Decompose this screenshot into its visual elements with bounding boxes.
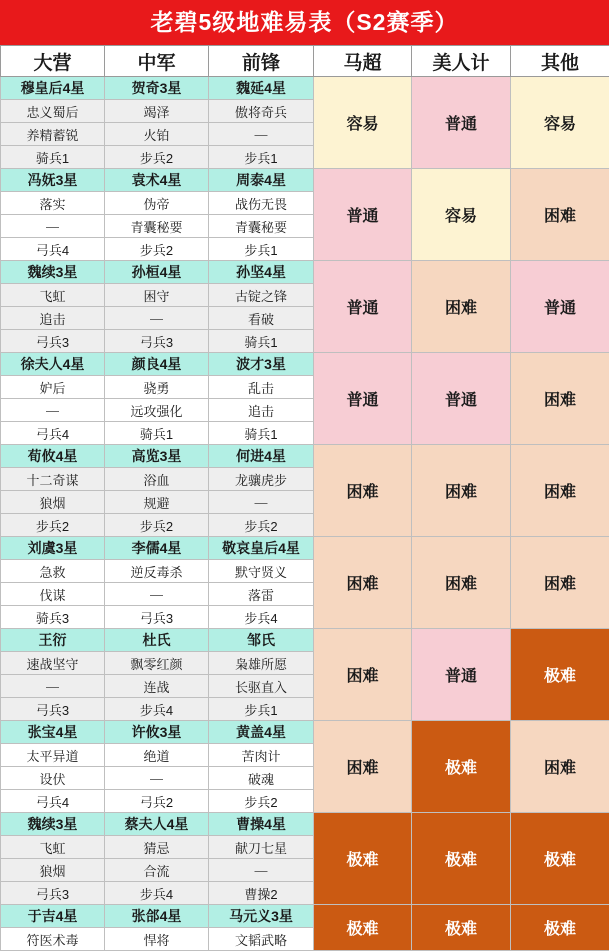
lineup-name: 魏续3星	[1, 813, 105, 836]
rating-other: 极难	[511, 813, 609, 905]
rating-machao: 普通	[314, 353, 412, 445]
lineup-troop: 弓兵3	[1, 698, 105, 721]
lineup-skill: 古锭之锋	[209, 284, 314, 307]
lineup-skill: 伪帝	[105, 192, 209, 215]
lineup-name: 魏延4星	[209, 77, 314, 100]
column-header-zhongjun: 中军	[105, 46, 209, 77]
rating-machao: 极难	[314, 905, 412, 951]
lineup-name: 袁术4星	[105, 169, 209, 192]
rating-meirenji: 困难	[412, 445, 511, 537]
lineup-name: 孙桓4星	[105, 261, 209, 284]
lineup-skill: 飞虹	[1, 836, 105, 859]
lineup-troop: 步兵1	[209, 146, 314, 169]
lineup-skill: 文韬武略	[209, 928, 314, 951]
table-body	[1, 77, 609, 951]
lineup-skill: 连战	[105, 675, 209, 698]
lineup-skill: 妒后	[1, 376, 105, 399]
lineup-skill: 青囊秘要	[105, 215, 209, 238]
table-row	[1, 169, 609, 192]
lineup-name: 张宝4星	[1, 721, 105, 744]
lineup-name: 刘虞3星	[1, 537, 105, 560]
lineup-skill: —	[209, 123, 314, 146]
lineup-skill: 飘零红颜	[105, 652, 209, 675]
lineup-skill: 逆反毒杀	[105, 560, 209, 583]
rating-other: 普通	[511, 261, 609, 353]
lineup-troop: 骑兵1	[105, 422, 209, 445]
lineup-troop: 弓兵2	[105, 790, 209, 813]
table-row	[1, 537, 609, 560]
lineup-troop: 骑兵1	[209, 330, 314, 353]
lineup-troop: 骑兵1	[209, 422, 314, 445]
lineup-troop: 骑兵3	[1, 606, 105, 629]
rating-machao: 困难	[314, 721, 412, 813]
rating-machao: 困难	[314, 445, 412, 537]
lineup-skill: —	[105, 307, 209, 330]
lineup-troop: 步兵2	[209, 790, 314, 813]
lineup-troop: 弓兵3	[1, 882, 105, 905]
table-row	[1, 353, 609, 376]
lineup-skill: 长驱直入	[209, 675, 314, 698]
lineup-troop: 曹操2	[209, 882, 314, 905]
page-title: 老碧5级地难易表（S2赛季）	[0, 0, 609, 45]
lineup-skill: 设伏	[1, 767, 105, 790]
rating-machao: 容易	[314, 77, 412, 169]
lineup-name: 杜氏	[105, 629, 209, 652]
rating-other: 困难	[511, 721, 609, 813]
lineup-name: 蔡夫人4星	[105, 813, 209, 836]
table-row	[1, 905, 609, 928]
lineup-skill: 悍将	[105, 928, 209, 951]
lineup-name: 王衍	[1, 629, 105, 652]
rating-other: 困难	[511, 537, 609, 629]
lineup-skill: —	[209, 491, 314, 514]
lineup-skill: 火铂	[105, 123, 209, 146]
lineup-skill: 符医术毒	[1, 928, 105, 951]
lineup-troop: 步兵2	[105, 146, 209, 169]
lineup-name: 周泰4星	[209, 169, 314, 192]
lineup-name: 贺奇3星	[105, 77, 209, 100]
lineup-skill: 献刀七星	[209, 836, 314, 859]
lineup-troop: 步兵2	[209, 514, 314, 537]
lineup-name: 许攸3星	[105, 721, 209, 744]
rating-machao: 极难	[314, 813, 412, 905]
rating-machao: 普通	[314, 169, 412, 261]
lineup-name: 颜良4星	[105, 353, 209, 376]
lineup-skill: 苦肉计	[209, 744, 314, 767]
table-row	[1, 77, 609, 100]
lineup-skill: 忠义蜀后	[1, 100, 105, 123]
lineup-skill: 追击	[209, 399, 314, 422]
lineup-skill: 养精蓄锐	[1, 123, 105, 146]
lineup-name: 马元义3星	[209, 905, 314, 928]
lineup-skill: 远攻强化	[105, 399, 209, 422]
lineup-skill: 青囊秘要	[209, 215, 314, 238]
rating-machao: 困难	[314, 629, 412, 721]
lineup-troop: 步兵2	[105, 238, 209, 261]
lineup-name: 邹氏	[209, 629, 314, 652]
lineup-table	[0, 45, 609, 951]
lineup-name: 何进4星	[209, 445, 314, 468]
lineup-troop: 弓兵3	[105, 330, 209, 353]
column-header-machao: 马超	[314, 46, 412, 77]
lineup-troop: 步兵2	[105, 514, 209, 537]
lineup-skill: 十二奇谋	[1, 468, 105, 491]
rating-meirenji: 极难	[412, 905, 511, 951]
lineup-troop: 弓兵4	[1, 790, 105, 813]
lineup-name: 魏续3星	[1, 261, 105, 284]
table-header-row	[1, 46, 609, 77]
lineup-skill: —	[209, 859, 314, 882]
lineup-skill: 速战坚守	[1, 652, 105, 675]
lineup-name: 张郃4星	[105, 905, 209, 928]
rating-machao: 普通	[314, 261, 412, 353]
rating-meirenji: 普通	[412, 77, 511, 169]
lineup-name: 徐夫人4星	[1, 353, 105, 376]
lineup-skill: 规避	[105, 491, 209, 514]
lineup-name: 穆皇后4星	[1, 77, 105, 100]
lineup-name: 孙坚4星	[209, 261, 314, 284]
lineup-skill: —	[105, 767, 209, 790]
lineup-skill: —	[1, 215, 105, 238]
lineup-name: 荀攸4星	[1, 445, 105, 468]
table-row	[1, 813, 609, 836]
lineup-skill: 浴血	[105, 468, 209, 491]
rating-meirenji: 容易	[412, 169, 511, 261]
lineup-troop: 弓兵4	[1, 238, 105, 261]
lineup-skill: 飞虹	[1, 284, 105, 307]
lineup-skill: 落实	[1, 192, 105, 215]
table-row	[1, 261, 609, 284]
table-row	[1, 629, 609, 652]
lineup-skill: 龙骧虎步	[209, 468, 314, 491]
lineup-skill: 乱击	[209, 376, 314, 399]
lineup-troop: 步兵4	[105, 882, 209, 905]
lineup-troop: 弓兵3	[105, 606, 209, 629]
rating-meirenji: 困难	[412, 537, 511, 629]
lineup-name: 波才3星	[209, 353, 314, 376]
lineup-troop: 弓兵4	[1, 422, 105, 445]
lineup-troop: 步兵4	[105, 698, 209, 721]
rating-meirenji: 困难	[412, 261, 511, 353]
lineup-skill: —	[1, 399, 105, 422]
lineup-troop: 步兵1	[209, 698, 314, 721]
lineup-troop: 步兵4	[209, 606, 314, 629]
lineup-skill: 破魂	[209, 767, 314, 790]
lineup-name: 李儒4星	[105, 537, 209, 560]
rating-meirenji: 普通	[412, 353, 511, 445]
column-header-meirenji: 美人计	[412, 46, 511, 77]
column-header-daying: 大营	[1, 46, 105, 77]
rating-machao: 困难	[314, 537, 412, 629]
lineup-name: 于吉4星	[1, 905, 105, 928]
lineup-skill: 默守贤义	[209, 560, 314, 583]
lineup-skill: 骁勇	[105, 376, 209, 399]
rating-other: 困难	[511, 353, 609, 445]
lineup-skill: 傲将奇兵	[209, 100, 314, 123]
lineup-skill: 困守	[105, 284, 209, 307]
column-header-other: 其他	[511, 46, 609, 77]
lineup-name: 高览3星	[105, 445, 209, 468]
lineup-skill: —	[105, 583, 209, 606]
lineup-skill: 绝道	[105, 744, 209, 767]
lineup-skill: 狼烟	[1, 491, 105, 514]
rating-other: 困难	[511, 169, 609, 261]
table-row	[1, 445, 609, 468]
rating-other: 困难	[511, 445, 609, 537]
lineup-name: 冯妩3星	[1, 169, 105, 192]
lineup-skill: 枭雄所愿	[209, 652, 314, 675]
column-header-qianfeng: 前锋	[209, 46, 314, 77]
lineup-name: 黄盖4星	[209, 721, 314, 744]
lineup-skill: 猜忌	[105, 836, 209, 859]
lineup-skill: 伐谋	[1, 583, 105, 606]
lineup-skill: 追击	[1, 307, 105, 330]
lineup-skill: 落雷	[209, 583, 314, 606]
lineup-skill: —	[1, 675, 105, 698]
rating-meirenji: 极难	[412, 813, 511, 905]
lineup-troop: 骑兵1	[1, 146, 105, 169]
lineup-troop: 步兵2	[1, 514, 105, 537]
rating-other: 容易	[511, 77, 609, 169]
table-row	[1, 721, 609, 744]
lineup-skill: 急救	[1, 560, 105, 583]
lineup-name: 敬哀皇后4星	[209, 537, 314, 560]
lineup-skill: 狼烟	[1, 859, 105, 882]
rating-other: 极难	[511, 905, 609, 951]
lineup-troop: 弓兵3	[1, 330, 105, 353]
rating-meirenji: 普通	[412, 629, 511, 721]
lineup-skill: 战伤无畏	[209, 192, 314, 215]
rating-other: 极难	[511, 629, 609, 721]
lineup-name: 曹操4星	[209, 813, 314, 836]
lineup-skill: 太平异道	[1, 744, 105, 767]
lineup-skill: 合流	[105, 859, 209, 882]
lineup-troop: 步兵1	[209, 238, 314, 261]
rating-meirenji: 极难	[412, 721, 511, 813]
lineup-skill: 看破	[209, 307, 314, 330]
lineup-skill: 竭泽	[105, 100, 209, 123]
